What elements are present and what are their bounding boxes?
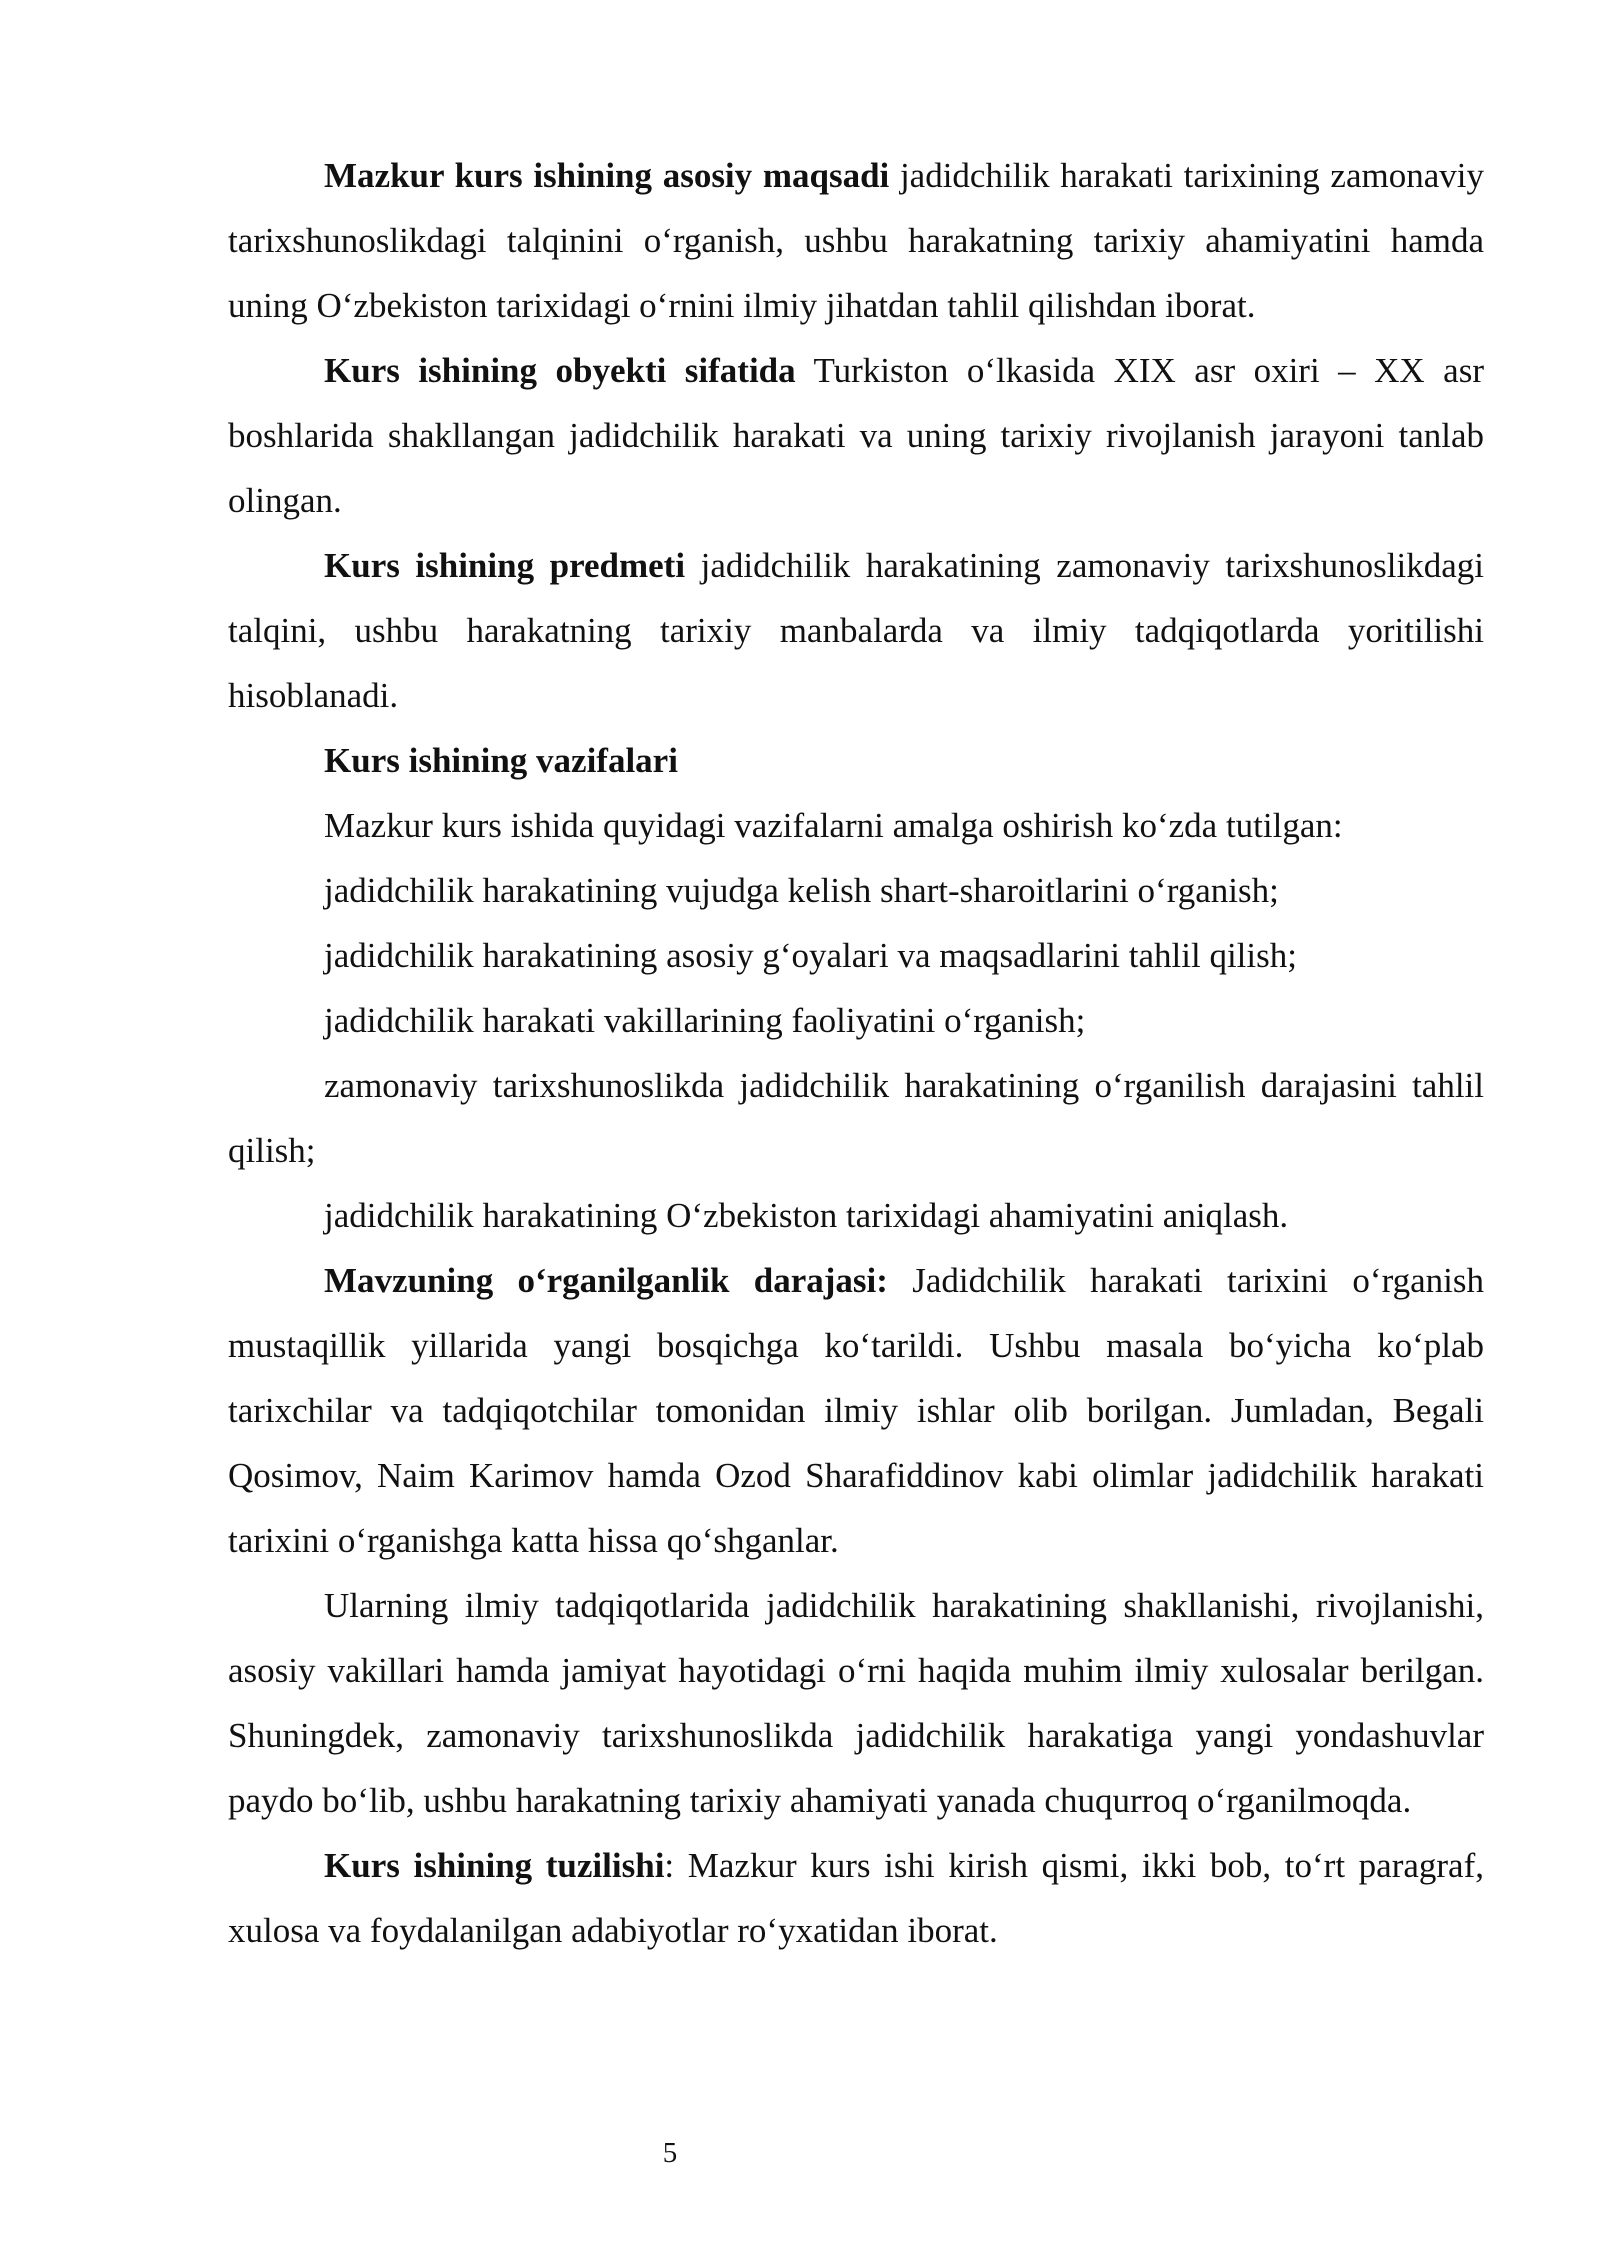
paragraph-object bbox=[228, 338, 1484, 533]
paragraph-heading: Mavzuning o‘rganilganlik darajasi: bbox=[324, 1261, 888, 1300]
task-item bbox=[228, 1183, 1484, 1248]
task-item bbox=[228, 923, 1484, 988]
tasks-intro bbox=[228, 793, 1484, 858]
task-item bbox=[228, 1053, 1484, 1183]
paragraph-text: Turkiston o‘lkasida XIX asr oxiri – XX asr boshlarida shakllangan jadidchilik harakati va uning tarixiy rivojlanish jarayoni tanlab olingan. bbox=[228, 351, 1484, 520]
paragraph-research-degree bbox=[228, 1248, 1484, 1573]
paragraph-text: jadidchilik harakatining zamonaviy tarixshunoslikdagi talqini, ushbu harakatning tarixiy manbalarda va ilmiy tadqiqotlarda yoritilishi hisoblanadi. bbox=[228, 546, 1484, 715]
paragraph-heading: Kurs ishining predmeti bbox=[324, 546, 686, 585]
paragraph-text: Jadidchilik harakati tarixini o‘rganish mustaqillik yillarida yangi bosqichga ko‘tarildi. Ushbu masala bo‘yicha ko‘plab tarixchilar va tadqiqotchilar tomonidan ilmiy ishlar olib borilgan. Jumladan, Begali Qosimov, Naim Karimov hamda Ozod Sharafiddinov kabi olimlar jadidchilik harakati tarixini o‘rganishga katta hissa qo‘shganlar. bbox=[228, 1261, 1484, 1560]
paragraph-text: Ularning ilmiy tadqiqotlarida jadidchilik harakatining shakllanishi, rivojlanishi, asosiy vakillari hamda jamiyat hayotidagi o‘rni haqida muhim ilmiy xulosalar berilgan. Shuningdek, zamonaviy tarixshunoslikda jadidchilik harakatiga yangi yondashuvlar paydo bo‘lib, ushbu harakatning tarixiy ahamiyati yanada chuqurroq o‘rganilmoqda. bbox=[228, 1586, 1484, 1820]
paragraph-text: jadidchilik harakatining vujudga kelish shart-sharoitlarini o‘rganish; bbox=[324, 871, 1279, 910]
paragraph-heading: Mazkur kurs ishining asosiy maqsadi bbox=[324, 156, 890, 195]
paragraph-heading: Kurs ishining vazifalari bbox=[324, 741, 678, 780]
paragraph-text: jadidchilik harakati vakillarining faoliyatini o‘rganish; bbox=[324, 1001, 1086, 1040]
task-item bbox=[228, 988, 1484, 1053]
page-number: 5 bbox=[662, 2137, 678, 2169]
paragraph-structure bbox=[228, 1833, 1484, 1963]
paragraph-heading: Kurs ishining obyekti sifatida bbox=[324, 351, 796, 390]
paragraph-text: jadidchilik harakati tarixining zamonaviy tarixshunoslikdagi talqinini o‘rganish, ushbu harakatning tarixiy ahamiyatini hamda uning O‘zbekiston tarixidagi o‘rnini ilmiy jihatdan tahlil qilishdan iborat. bbox=[228, 156, 1484, 325]
document-page bbox=[228, 143, 1484, 1963]
paragraph-text: : Mazkur kurs ishi kirish qismi, ikki bob, to‘rt paragraf, xulosa va foydalanilgan adabiyotlar ro‘yxatidan iborat. bbox=[228, 1846, 1484, 1950]
task-item bbox=[228, 858, 1484, 923]
paragraph-text: jadidchilik harakatining O‘zbekiston tarixidagi ahamiyatini aniqlash. bbox=[324, 1196, 1289, 1235]
paragraph-text: zamonaviy tarixshunoslikda jadidchilik harakatining o‘rganilish darajasini tahlil qilish; bbox=[228, 1066, 1484, 1170]
paragraph-text: jadidchilik harakatining asosiy g‘oyalari va maqsadlarini tahlil qilish; bbox=[324, 936, 1297, 975]
paragraph-research-findings bbox=[228, 1573, 1484, 1833]
paragraph-text: Mazkur kurs ishida quyidagi vazifalarni amalga oshirish ko‘zda tutilgan: bbox=[324, 806, 1343, 845]
paragraph-subject bbox=[228, 533, 1484, 728]
paragraph-aim bbox=[228, 143, 1484, 338]
paragraph-heading: Kurs ishining tuzilishi bbox=[324, 1846, 665, 1885]
section-heading-tasks bbox=[228, 728, 1484, 793]
